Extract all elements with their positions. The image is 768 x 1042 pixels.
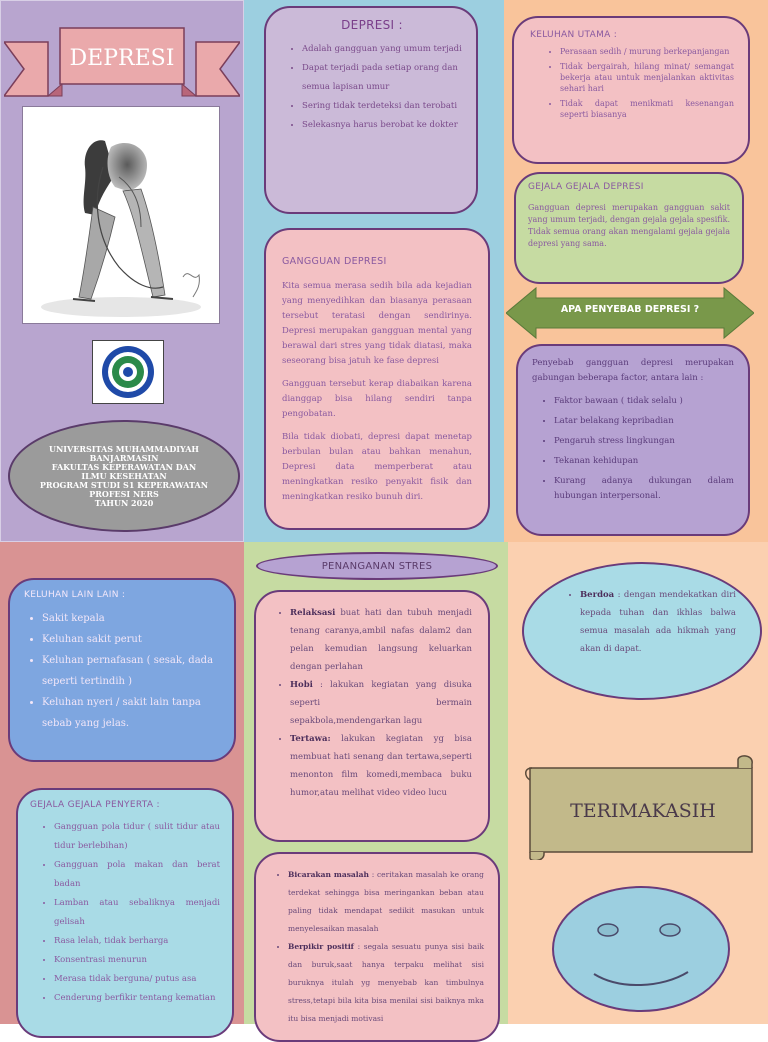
keluhan-lain-item: • Keluhan sakit perut — [42, 629, 220, 650]
penanganan-title: PENANGANAN STRES — [321, 560, 433, 572]
thanks-text: TERIMAKASIH — [570, 800, 716, 822]
penanganan-item — [290, 730, 472, 802]
berdoa-term: Berdoa — [580, 590, 615, 600]
penanganan-item — [290, 604, 472, 676]
penyebab-item: • Faktor bawaan ( tidak selalu ) — [554, 394, 734, 409]
penanganan-list-2 — [272, 866, 484, 1028]
penanganan-term: Tertawa: — [290, 734, 331, 744]
penyerta-item: • Cenderung berfikir tentang kematian — [54, 989, 220, 1008]
university-logo — [92, 340, 164, 404]
gangguan-paragraph: Bila tidak diobati, depresi dapat menetap berbulan bulan atau bahkan menahun, Depresi data memperberat atau meningkatkan resiko penyakit fisik dan meningkatkan resiko bunuh diri. — [282, 432, 472, 502]
penyerta-item: • Gangguan pola makan dan berat badan — [54, 856, 220, 894]
keluhan-lain-box — [8, 578, 236, 762]
gejala-depresi-box — [514, 172, 744, 284]
penyebab-intro: Penyebab gangguan depresi merupakan gabungan beberapa factor, antara lain : — [532, 358, 734, 383]
penyebab-arrow-label: APA PENYEBAB DEPRESI ? — [560, 304, 700, 315]
penanganan-term: Hobi — [290, 680, 313, 690]
gangguan-paragraph: Kita semua merasa sedih bila ada kejadian yang menyedihkan dan biasanya perasaan tersebut teratasi dengan sendirinya. Depresi merupakan gangguan mental yang berawal dari stres yang tidak diatasi, maka seseorang bisa jatuh ke fase depresi — [282, 281, 472, 366]
university-line-1: UNIVERSITAS MUHAMMADIYAH BANJARMASIN — [49, 443, 199, 463]
penyerta-title: GEJALA GEJALA PENYERTA : — [30, 800, 160, 810]
keluhan-lain-list — [24, 608, 220, 734]
depresi-box — [264, 6, 478, 214]
berdoa-item — [580, 586, 736, 658]
penyebab-item: • Latar belakang kepribadian — [554, 414, 734, 429]
penanganan-box-2 — [254, 852, 500, 1042]
keluhan-utama-list — [530, 46, 734, 120]
penanganan-text: buat hati dan tubuh menjadi tenang caranya,ambil nafas dalam2 dan pelan kemudian langsung keluarkan dengan perlahan — [290, 608, 472, 672]
penanganan-text: : segala sesuatu punya sisi baik dan buruk,saat hanya terpaku melihat sisi buruknya itulah yg menyebab kan timbulnya stress,tetapi bila kita bisa menilai sisi baiknya mka itu bisa menjadi motivasi — [288, 942, 484, 1023]
penanganan-list-1 — [272, 604, 472, 802]
berdoa-text: : dengan mendekatkan diri kepada tuhan dan ikhlas balwa semua masalah ada hikmah yang akan di dapat. — [580, 590, 736, 654]
penanganan-item — [288, 938, 484, 1028]
penyebab-item: • Kurang adanya dukungan dalam hubungan interpersonal. — [554, 474, 734, 504]
penyerta-item: • Gangguan pola tidur ( sulit tidur atau tidur berlebihan) — [54, 818, 220, 856]
penyebab-item: • Pengaruh stress lingkungan — [554, 434, 734, 449]
penanganan-term: Bicarakan masalah — [288, 870, 369, 879]
penanganan-text: : ceritakan masalah ke orang terdekat sehingga bisa meringankan beban atau paling tidak mendapat sedikit masukan untuk menyelesaikan masalah — [288, 870, 484, 933]
penyerta-item: • Konsentrasi menurun — [54, 951, 220, 970]
penanganan-item — [288, 866, 484, 938]
depresi-item: • Adalah gangguan yang umum terjadi — [302, 40, 462, 59]
depresi-item: • Selekasnya harus berobat ke dokter — [302, 116, 462, 135]
gangguan-box — [264, 228, 490, 530]
keluhan-utama-item: • Perasaan sedih / murung berkepanjangan — [560, 46, 734, 57]
keluhan-utama-item: • Tidak bergairah, hilang minat/ semangat bekerja atau untuk menjalankan aktivitas sehari hari — [560, 61, 734, 94]
depresi-item: • Sering tidak terdeteksi dan terobati — [302, 97, 462, 116]
depresi-title: DEPRESI : — [341, 18, 403, 32]
penanganan-text: : lakukan kegiatan yang disuka seperti bermain sepakbola,mendengarkan lagu — [290, 680, 472, 726]
university-line-2: FAKULTAS KEPERAWATAN DAN ILMU KESEHATAN — [51, 461, 197, 481]
penanganan-box-1 — [254, 590, 490, 842]
keluhan-utama-item: • Tidak dapat menikmati kesenangan seperti biasanya — [560, 98, 734, 120]
penyebab-item: • Tekanan kehidupan — [554, 454, 734, 469]
university-line-4: TAHUN 2020 — [94, 497, 154, 508]
penyebab-box — [516, 344, 750, 536]
keluhan-lain-item: • Keluhan nyeri / sakit lain tanpa sebab yang jelas. — [42, 692, 220, 734]
keluhan-lain-item: • Keluhan pernafasan ( sesak, dada seperti tertindih ) — [42, 650, 220, 692]
university-line-3: PROGRAM STUDI S1 KEPERAWATAN PROFESI NERS — [39, 479, 209, 499]
depresi-list — [282, 40, 462, 135]
penyerta-item: • Lamban atau sebaliknya menjadi gelisah — [54, 894, 220, 932]
penyebab-list — [532, 394, 734, 504]
penyerta-list — [30, 818, 220, 1008]
penanganan-term: Berpikir positif — [288, 942, 354, 951]
penanganan-term: Relaksasi — [290, 608, 336, 618]
penyerta-item: • Merasa tidak berguna/ putus asa — [54, 970, 220, 989]
berdoa-oval — [522, 562, 762, 700]
gejala-depresi-title: GEJALA GEJALA DEPRESI — [528, 182, 644, 192]
penyerta-item: • Rasa lelah, tidak berharga — [54, 932, 220, 951]
penanganan-title-oval — [256, 552, 498, 580]
gejala-depresi-text: Gangguan depresi merupakan gangguan sakit yang umum terjadi, dengan gejala gejala spesifik. Tidak semua orang akan mengalami gejala gejala depresi yang sama. — [528, 203, 730, 248]
keluhan-lain-item: • Sakit kepala — [42, 608, 220, 629]
penanganan-item — [290, 676, 472, 730]
sitting-figure-illustration — [22, 106, 220, 324]
depresi-item: • Dapat terjadi pada setiap orang dan semua lapisan umur — [302, 59, 462, 97]
keluhan-utama-box — [512, 16, 750, 164]
berdoa-list — [566, 586, 736, 658]
penyerta-box — [16, 788, 234, 1038]
gangguan-paragraph: Gangguan tersebut kerap diabaikan karena dianggap bisa hilang sendiri tanpa pengobatan. — [282, 379, 472, 419]
smiley-face-icon — [550, 884, 732, 1014]
keluhan-lain-title: KELUHAN LAIN LAIN : — [24, 590, 126, 600]
gangguan-title: GANGGUAN DEPRESI — [282, 256, 387, 267]
penanganan-text: lakukan kegiatan yg bisa membuat hati senang dan tertawa,seperti menonton film komedi,membaca buku humor,atau melihat video video lucu — [290, 734, 472, 798]
cover-title: DEPRESI — [69, 46, 175, 71]
keluhan-utama-title: KELUHAN UTAMA : — [530, 30, 618, 40]
university-info-oval — [8, 420, 240, 532]
